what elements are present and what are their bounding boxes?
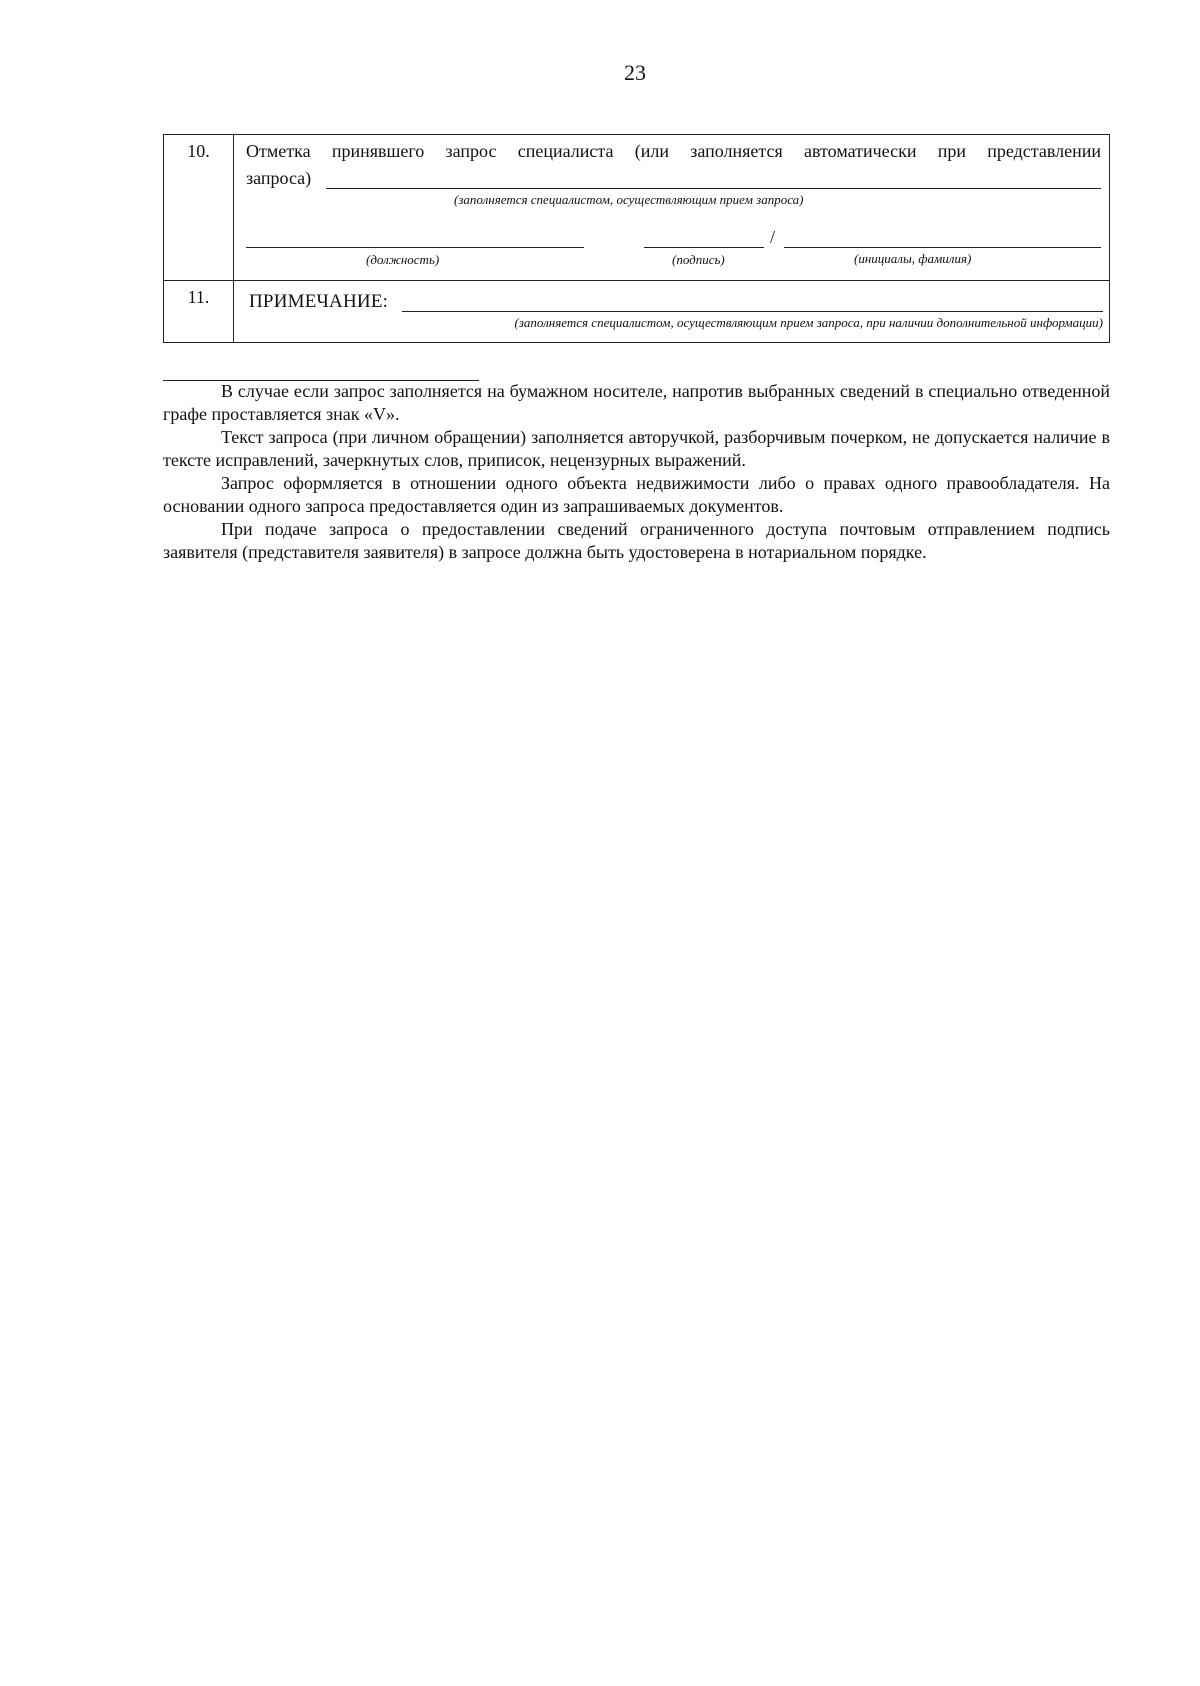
- note-label: ПРИМЕЧАНИЕ:: [249, 291, 389, 312]
- position-field[interactable]: [246, 247, 584, 248]
- name-field[interactable]: [784, 247, 1101, 248]
- row-number: 10.: [164, 135, 234, 281]
- table-row-11: [164, 281, 1110, 343]
- row-content: [234, 281, 1110, 343]
- specialist-mark-field[interactable]: [326, 188, 1101, 189]
- row-number: 11.: [164, 281, 234, 343]
- specialist-mark-text-cont: запроса): [246, 168, 312, 188]
- signature-caption: (подпись): [672, 252, 725, 267]
- row-content: [234, 135, 1110, 281]
- footnote-paragraph: Текст запроса (при личном обращении) заполняется авторучкой, разборчивым почерком, не допускается наличие в тексте исправлений, зачеркнутых слов, приписок, нецензурных выражений.: [163, 427, 1110, 470]
- table-row-10: [164, 135, 1110, 281]
- page-number: 23: [624, 60, 646, 85]
- position-caption: (должность): [366, 252, 440, 267]
- signature-field[interactable]: [644, 247, 764, 248]
- footnote-paragraph: В случае если запрос заполняется на бумажном носителе, напротив выбранных сведений в специально отведенной графе проставляется знак «V».: [163, 381, 1110, 424]
- note-caption: (заполняется специалистом, осуществляющим прием запроса, при наличии дополнительной информации): [514, 315, 1103, 330]
- specialist-mark-text: Отметка принявшего запрос специалиста (или заполняется автоматически при представлении: [246, 141, 1101, 161]
- note-field[interactable]: [402, 311, 1103, 312]
- footnote-paragraph: При подаче запроса о предоставлении сведений ограниченного доступа почтовым отправлением подпись заявителя (представителя заявителя) в запросе должна быть удостоверена в нотариальном порядке.: [163, 519, 1110, 562]
- name-caption: (инициалы, фамилия): [854, 251, 972, 266]
- footnote-paragraph: Запрос оформляется в отношении одного объекта недвижимости либо о правах одного правообладателя. На основании одного запроса предоставляется один из запрашиваемых документов.: [163, 473, 1110, 516]
- specialist-mark-caption: (заполняется специалистом, осуществляющим прием запроса): [454, 192, 804, 207]
- form-table: [163, 134, 1110, 343]
- signature-separator: /: [770, 227, 776, 247]
- footnotes: [163, 380, 1110, 564]
